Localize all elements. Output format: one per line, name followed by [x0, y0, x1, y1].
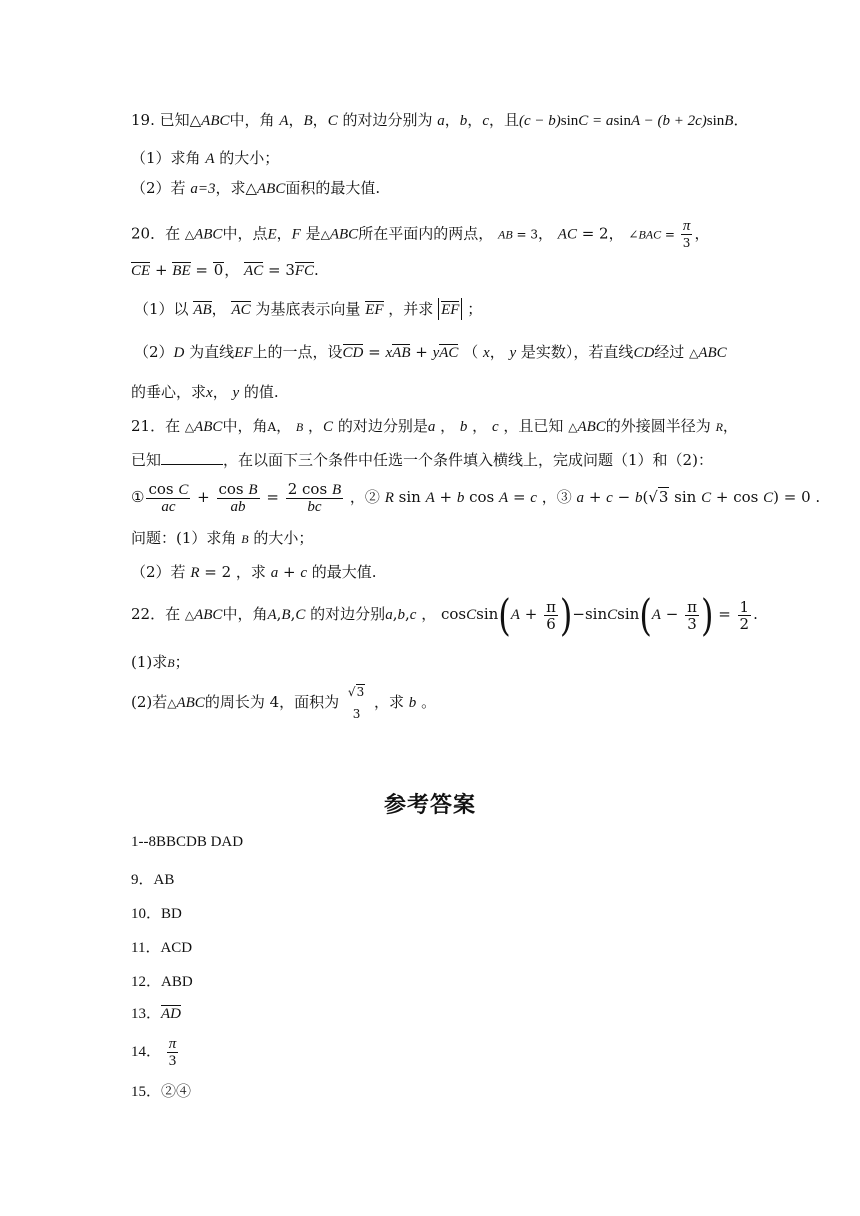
q21-question2: （2）若 R = 2 ，求 a + c 的最大值. — [131, 563, 377, 581]
q22-part2: (2)若△ABC的周长为 4，面积为 √3 3 ，求 b 。 — [131, 685, 437, 721]
answer-11: 11．ACD — [131, 940, 193, 956]
q20-stem: 20．在 △ABC中，点E，F 是△ABC所在平面内的两点， AB = 3， AC = 2， ∠BAC = $\frac{\pi}{3}$ ， — [131, 218, 710, 250]
q20-part2: （2）D 为直线EF上的一点，设CD = xAB + yAC （ x， y 是实数），若直线CD经过 △ABC — [134, 343, 727, 361]
q21-stem: 21．在 △ABC中，角A， B ，C 的对边分别是a ， b ， c ，且已知 △ABC的外接圆半径为 R， — [131, 417, 738, 435]
q21-conditions: ① $\frac{\text{cos C}}{ac}$ + $\frac{\text{cos B}}{ab}$ = $\frac{\text{2 cos B}}{bc}$ ，② R sin A + b cos A = c ，③ a + c − b(√3 sin C + cos C) = 0 . — [131, 480, 821, 515]
answers-title: 参考答案 — [383, 792, 476, 818]
q19-part2: （2）若 a=3，求△ABC面积的最大值. — [131, 179, 381, 197]
q19-stem: 19. 已知△ABC中，角 A，B，C 的对边分别为 a，b，c，且(c − b)sinC = asinA − (b + 2c)sinB． — [131, 111, 749, 129]
q21-line2: 已知 ，在以面下三个条件中任选一个条件填入横线上，完成问题（1）和（2)： — [131, 451, 713, 469]
answer-12: 12．ABD — [131, 974, 193, 990]
answer-14: 14． $\frac{\pi}{3}$ — [131, 1036, 177, 1069]
answer-15: 15．②④ — [131, 1084, 192, 1100]
answer-10: 10．BD — [131, 906, 182, 922]
answer-13: 13．AD — [131, 1006, 182, 1022]
q21-question1: 问题：(1）求角 B 的大小； — [131, 529, 314, 547]
q19-part1: （1）求角 A 的大小； — [131, 149, 280, 167]
q20-stem-2: CE + BE = 0， AC = 3FC. — [131, 261, 319, 279]
answer-9: 9．AB — [131, 872, 175, 888]
q20-part1: （1）以 AB， AC 为基底表示向量 EF ，并求 EF ； — [134, 300, 483, 318]
q20-part2-2: 的垂心，求x， y 的值. — [131, 383, 279, 401]
answer-1-8: 1--8BBCDB DAD — [131, 834, 244, 850]
q22-stem: 22．在 △ABC中，角A,B,C 的对边分别a,b,c ， cosCsin(A + $\frac{\pi}{6}$ )−sinCsin(A − $\frac{\pi}{3}$ ) = $\frac{1}{2}$ . — [131, 589, 758, 641]
q22-part1: (1)求B； — [131, 653, 190, 671]
fill-blank — [161, 450, 223, 465]
